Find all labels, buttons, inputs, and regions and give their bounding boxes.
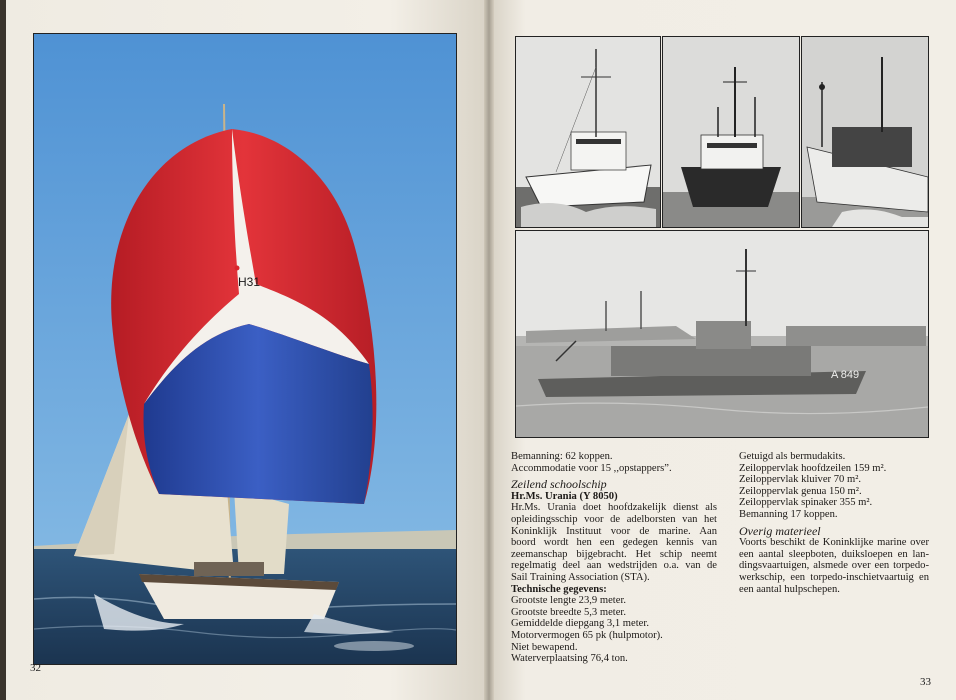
spec-line: Grootste breedte 5,3 meter. [511, 606, 627, 618]
text-column-2 [739, 451, 929, 595]
spec-line: Gemiddelde diepgang 3,1 meter. [511, 618, 649, 630]
technical-data-heading: Technische gegevens: [511, 583, 607, 595]
ship-name: Hr.Ms. Urania (Y 8050) [511, 490, 618, 502]
body-line: Voorts beschikt de Koninklijke marine over [739, 537, 929, 549]
sail-area-line: Zeiloppervlak spinaker 355 m². [739, 497, 873, 509]
book-gutter [484, 0, 494, 700]
rig-line: Getuigd als bermudakits. [739, 451, 846, 462]
spec-line: Niet bewapend. [511, 641, 578, 653]
section-heading-other-equipment: Overig materieel [739, 523, 821, 538]
photo-ship-front-view [662, 36, 800, 228]
body-line: een aantal sleepboten, duiksloepen en lan- [739, 548, 929, 560]
photo-ship-bow-wave [515, 36, 661, 228]
hull-marking: A 849 [831, 369, 860, 381]
page-number-left: 32 [30, 662, 41, 674]
text-column-1 [511, 451, 717, 665]
spec-line: Waterverplaatsing 76,4 ton. [511, 653, 628, 665]
page-number-right: 33 [920, 676, 931, 688]
sail-area-line: Zeiloppervlak genua 150 m². [739, 485, 862, 497]
sailing-yacht-photo [33, 33, 457, 665]
body-line: regelmatig deel aan wedstrijden o.a. van de [511, 560, 717, 572]
body-line: een aantal hulpschepen. [739, 583, 840, 595]
spec-line: Grootste lengte 23,9 meter. [511, 595, 627, 607]
spinnaker-illustration [34, 34, 456, 664]
section-heading-sailing-ship: Zeilend schoolschip [511, 477, 607, 492]
body-line: zeemanschap bijgebracht. Het schip neemt [511, 548, 717, 560]
body-line: werkschip, een torpedo-inschietvaartuig en [739, 571, 929, 583]
cover-edge [0, 0, 6, 700]
crew-line: Bemanning 17 koppen. [739, 508, 838, 520]
body-line: Koninklijk Instituut voor de marine. Aan [511, 525, 717, 537]
sail-area-line: Zeiloppervlak hoofdzeilen 159 m². [739, 462, 887, 474]
body-line: dingsvaartuigen, alsmede over een torpedo- [739, 560, 929, 572]
photo-tugboat-harbour [515, 230, 929, 438]
body-line: boord wordt hen een gedegen kennis van [511, 537, 717, 549]
sail-area-line: Zeiloppervlak kluiver 70 m². [739, 474, 862, 486]
body-line: Sail Training Association (STA). [511, 571, 650, 583]
spec-line: Motorvermogen 65 pk (hulpmotor). [511, 629, 663, 641]
body-line: Hr.Ms. Urania doet hoofdzakelijk dienst als [511, 502, 717, 514]
crew-line: Bemanning: 62 koppen. [511, 451, 613, 462]
sail-number: H31 [237, 275, 261, 289]
accommodation-line: Accommodatie voor 15 ,,opstappers”. [511, 462, 672, 474]
photo-ship-stern-view [801, 36, 929, 228]
body-line: opleidingsschip voor de adelborsten van het [511, 513, 717, 525]
